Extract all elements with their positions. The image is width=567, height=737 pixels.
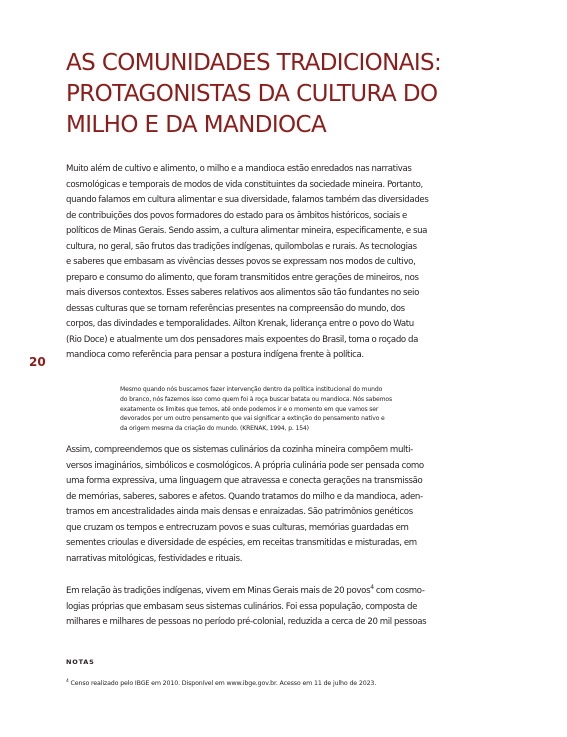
text-line: Muito além de cultivo e alimento, o milho e a mandioca estão enredados nas narrativas (66, 164, 412, 174)
text-line: corpos, das divindades e temporalidades. Ailton Krenak, liderança entre o povo do Watu (66, 319, 414, 329)
text-line: Assim, compreendemos que os sistemas culinários da cozinha mineira compõem multi- (66, 445, 413, 455)
footnote-text: Censo realizado pelo IBGE em 2010. Disponível em www.ibge.gov.br. Acesso em 11 de julho de 2023. (68, 680, 377, 687)
body-paragraph-3 (66, 584, 470, 631)
text-line: mais diversos contextos. Esses saberes relativos aos alimentos são tão fundantes no seio (66, 288, 419, 298)
footnote-marker: 4 (66, 678, 69, 684)
quote-line: da origem mesma da criação do mundo. (KRENAK, 1994, p. 154) (120, 425, 309, 433)
quote-line: do branco, nós fazemos isso como quem foi à roça buscar batata ou mandioca. Nós sabemos (120, 395, 393, 403)
chapter-title-line: MILHO E DA MANDIOCA (66, 112, 327, 138)
text-line: que cruzam os tempos e entrecruzam povos e suas culturas, memórias guardadas em (66, 522, 409, 533)
text-line: milhares e milhares de pessoas no período pré-colonial, reduzida a cerca de 20 mil pessoas (66, 617, 427, 627)
text-line: políticos de Minas Gerais. Sendo assim, a cultura alimentar mineira, especificamente, e sua (66, 226, 428, 236)
footnote-reference[interactable]: 4 (370, 584, 374, 592)
text-line: mandioca como referência para pensar a postura indígena frente à política. (66, 350, 364, 360)
text-segment: Em relação às tradições indígenas, vivem em Minas Gerais mais de 20 povos (66, 586, 371, 596)
text-line: uma forma expressiva, uma linguagem que atravessa e conecta gerações na transmissão (66, 476, 423, 486)
text-line: versos imaginários, simbólicos e cosmológicos. A própria culinária pode ser pensada como (66, 460, 424, 471)
text-line: cosmológicas e temporais de modos de vida constituintes da sociedade mineira. Portanto, (66, 179, 423, 190)
footnote (66, 680, 486, 687)
quote-line: exatamente os limites que temos, até onde podemos ir e o momento em que vamos ser (120, 405, 379, 413)
text-line: tramos em ancestralidades ainda mais densas e enraizadas. São patrimônios genéticos (66, 507, 413, 517)
text-line: sementes crioulas e diversidade de espécies, em receitas transmitidas e misturadas, em (66, 538, 417, 548)
text-line: logias próprias que embasam seus sistemas culinários. Foi essa população, composta de (66, 601, 418, 612)
block-quote (120, 385, 420, 434)
text-line: (Rio Doce) e atualmente um dos pensadores mais expoentes do Brasil, toma o roçado da (66, 334, 419, 345)
text-line: quando falamos em cultura alimentar e sua diversidade, falamos também das diversidades (66, 195, 429, 205)
text-line: narrativas mitológicas, festividades e rituais. (66, 553, 243, 564)
body-paragraph-2 (66, 443, 470, 567)
page-number: 20 (29, 355, 46, 369)
text-line: de memórias, saberes, sabores e afetos. Quando tratamos do milho e da mandioca, aden- (66, 491, 423, 502)
body-paragraph-1 (66, 162, 470, 364)
notes-heading: NOTAS (66, 658, 95, 666)
text-line (66, 584, 470, 600)
quote-line: devorados por um outro pensamento que vai significar a extinção do pensamento nativo e (120, 415, 385, 423)
text-segment: com cosmo- (373, 586, 425, 596)
quote-line: Mesmo quando nós buscamos fazer intervenção dentro da política institucional do mundo (120, 386, 383, 393)
chapter-title (66, 48, 526, 141)
text-line: de contribuições dos povos formadores do estado para os âmbitos históricos, sociais e (66, 210, 407, 221)
chapter-title-line: AS COMUNIDADES TRADICIONAIS: (66, 50, 442, 76)
chapter-title-line: PROTAGONISTAS DA CULTURA DO (66, 81, 438, 107)
text-line: preparo e consumo do alimento, que foram transmitidos entre gerações de mineiros, nos (66, 272, 419, 283)
text-line: dessas culturas que se tornam referências presentes na compreensão do mundo, dos (66, 303, 405, 314)
text-line: cultura, no geral, são frutos das tradições indígenas, quilombolas e rurais. As tecnologias (66, 241, 417, 252)
text-line: e saberes que embasam as vivências desses povos se expressam nos modos de cultivo, (66, 257, 416, 267)
